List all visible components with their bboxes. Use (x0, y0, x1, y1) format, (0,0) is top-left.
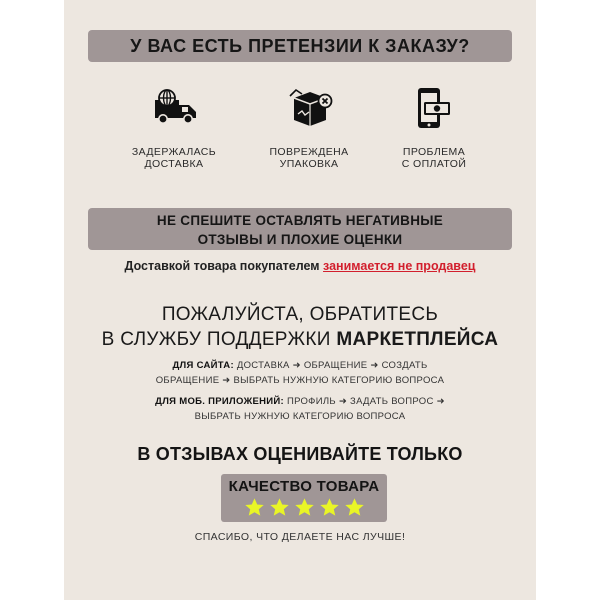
reviews-heading: В ОТЗЫВАХ ОЦЕНИВАЙТЕ ТОЛЬКО (137, 444, 463, 464)
thanks-text: СПАСИБО, ЧТО ДЕЛАЕТЕ НАС ЛУЧШЕ! (194, 531, 406, 543)
support-line-2: В СЛУЖБУ ПОДДЕРЖКИ МАРКЕТПЛЕЙСА (101, 329, 499, 350)
claims-title: У ВАС ЕСТЬ ПРЕТЕНЗИИ К ЗАКАЗУ? (130, 36, 470, 56)
damaged-box-icon (288, 86, 334, 130)
info-card (64, 0, 536, 600)
problem-delivery-label: ЗАДЕРЖАЛАСЬ ДОСТАВКА (131, 146, 217, 170)
delivery-truck-icon (152, 88, 200, 128)
site-route-steps-1: ДОСТАВКА ➜ ОБРАЩЕНИЕ ➜ СОЗДАТЬ (236, 360, 428, 371)
warning-banner (88, 208, 512, 250)
site-route (64, 358, 536, 388)
support-heading (64, 302, 536, 352)
problem-package-label: ПОВРЕЖДЕНА УПАКОВКА (269, 146, 349, 170)
site-route-steps-2: ОБРАЩЕНИЕ ➜ ВЫБРАТЬ НУЖНУЮ КАТЕГОРИЮ ВОПРОСА (155, 375, 445, 386)
star-icon (319, 497, 340, 518)
app-route-steps-1: ПРОФИЛЬ ➜ ЗАДАТЬ ВОПРОС ➜ (286, 396, 445, 407)
star-icon (269, 497, 290, 518)
phone-payment-icon (414, 86, 454, 130)
app-route-steps-2: ВЫБРАТЬ НУЖНУЮ КАТЕГОРИЮ ВОПРОСА (194, 411, 406, 422)
quality-badge-label: КАЧЕСТВО ТОВАРА (228, 478, 380, 495)
marketplace-word: МАРКЕТПЛЕЙСА (336, 329, 499, 350)
seller-note-prefix: Доставкой товара покупателем (124, 259, 320, 273)
claims-title-banner (88, 30, 512, 62)
app-route-label: ДЛЯ МОБ. ПРИЛОЖЕНИЙ: (155, 396, 284, 407)
star-icon (294, 497, 315, 518)
app-route (64, 394, 536, 424)
seller-note (64, 259, 536, 273)
warning-line-1: НЕ СПЕШИТЕ ОСТАВЛЯТЬ НЕГАТИВНЫЕ (156, 213, 444, 228)
quality-badge (221, 474, 387, 522)
warning-line-2: ОТЗЫВЫ И ПЛОХИЕ ОЦЕНКИ (197, 232, 403, 247)
star-icon (344, 497, 365, 518)
support-line-1: ПОЖАЛУЙСТА, ОБРАТИТЕСЬ (161, 304, 439, 325)
problem-payment-label: ПРОБЛЕМА С ОПЛАТОЙ (401, 146, 467, 170)
star-icon (244, 497, 265, 518)
site-route-label: ДЛЯ САЙТА: (172, 360, 234, 371)
seller-note-highlight: занимается не продавец (323, 259, 476, 273)
star-rating (221, 497, 387, 519)
